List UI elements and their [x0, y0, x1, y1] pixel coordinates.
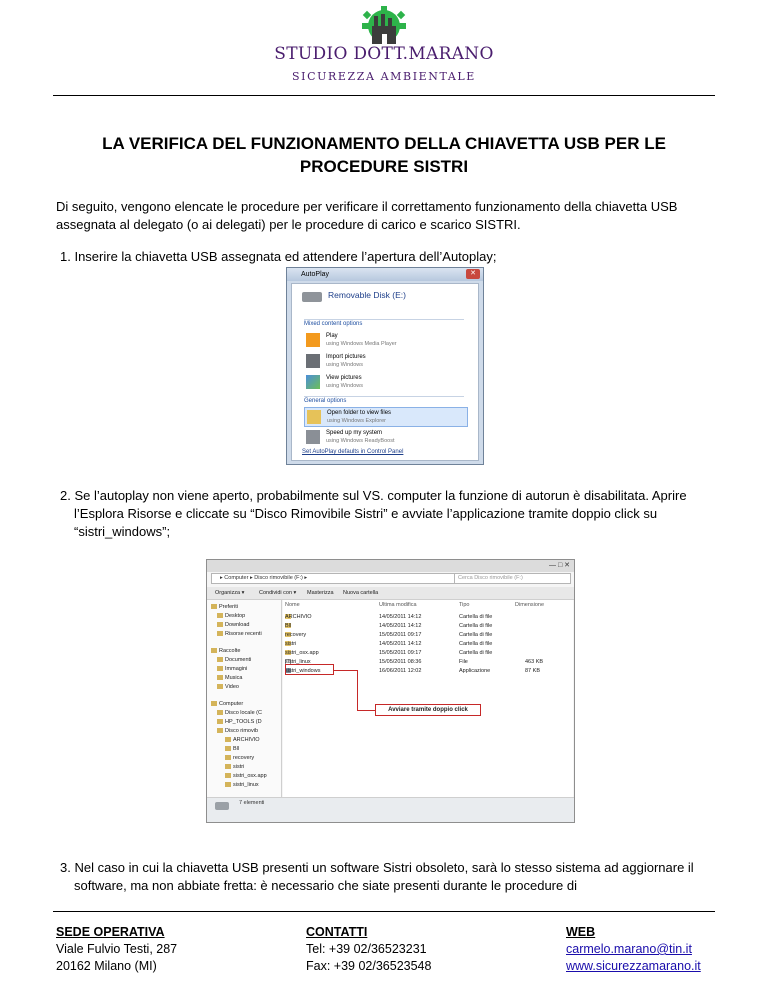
autoplay-window: [286, 267, 484, 465]
option-desc: using Windows: [326, 383, 363, 389]
explorer-toolbar: [207, 587, 574, 600]
table-row[interactable]: Bll 14/05/2011 14:12 Cartella di file: [285, 623, 493, 629]
step-1: 1. Inserire la chiavetta USB assegnata ed attendere l’apertura dell’Autoplay;: [60, 249, 497, 264]
address-path: ▸ Computer ▸ Disco rimovibile (F:) ▸: [220, 575, 308, 581]
nav-item[interactable]: Video: [217, 684, 239, 690]
status-count: 7 elementi: [239, 800, 265, 806]
nav-item[interactable]: recovery: [225, 755, 254, 761]
callout-line: [357, 710, 375, 711]
nav-item[interactable]: Preferiti: [211, 604, 238, 610]
option-desc: using Windows ReadyBoost: [326, 438, 395, 444]
folder-icon: [225, 746, 231, 751]
footer-web-heading: WEB: [566, 925, 596, 939]
header-divider: [53, 95, 715, 96]
autoplay-body: [291, 283, 479, 461]
table-row[interactable]: recovery 15/05/2011 09:17 Cartella di file: [285, 632, 493, 638]
status-bar: [207, 797, 574, 822]
explorer-window: [206, 559, 575, 823]
download-icon: [217, 622, 223, 627]
footer-divider: [53, 911, 715, 912]
column-header-name[interactable]: Nome: [285, 602, 300, 608]
option-desc: using Windows Media Player: [326, 341, 397, 347]
nav-item[interactable]: Raccolte: [211, 648, 240, 654]
folder-icon: [225, 737, 231, 742]
document-title: LA VERIFICA DEL FUNZIONAMENTO DELLA CHIAVETTA USB PER LE PROCEDURE SISTRI: [102, 134, 666, 176]
column-header-type[interactable]: Tipo: [459, 602, 470, 608]
callout-label: Avviare tramite doppio click: [375, 704, 481, 716]
brand-subtitle: SICUREZZA AMBIENTALE: [292, 70, 476, 83]
recent-icon: [217, 631, 223, 636]
desktop-icon: [217, 613, 223, 618]
nav-item[interactable]: Desktop: [217, 613, 245, 619]
option-desc: using Windows Explorer: [327, 418, 386, 424]
drive-icon: [217, 719, 223, 724]
section-divider: [304, 396, 464, 397]
option-label: Open folder to view files: [327, 410, 392, 416]
pictures-icon: [306, 375, 320, 389]
option-label: Import pictures: [326, 354, 366, 360]
toolbar-nuova-cartella[interactable]: Nuova cartella: [343, 590, 379, 596]
search-input[interactable]: Cerca Disco rimovibile (F:): [454, 574, 568, 583]
removable-disk-icon: [302, 292, 322, 302]
explorer-titlebar: [207, 560, 574, 572]
autoplay-defaults-link[interactable]: Set AutoPlay defaults in Control Panel: [302, 449, 404, 455]
music-icon: [217, 675, 223, 680]
callout-line: [333, 670, 357, 671]
option-label: Play: [326, 333, 338, 339]
logo: [0, 6, 768, 49]
intro-paragraph: Di seguito, vengono elencate le procedure per verificare il correttamento funzionamento della chiavetta USB assegnata al delegato (o ai delegati) per le procedure di carico e scarico SISTRI.: [56, 199, 678, 232]
video-icon: [217, 684, 223, 689]
footer-contatti: [306, 924, 431, 975]
autoplay-option-play[interactable]: [304, 331, 468, 351]
close-icon[interactable]: ✕: [466, 269, 480, 279]
footer-contatti-heading: CONTATTI: [306, 925, 368, 939]
autoplay-option-import-pictures[interactable]: [304, 352, 468, 372]
nav-item[interactable]: Musica: [217, 675, 242, 681]
nav-item[interactable]: Computer: [211, 701, 243, 707]
footer-website-link[interactable]: www.sicurezzamarano.it: [566, 959, 701, 973]
folder-icon: [307, 410, 321, 424]
option-label: View pictures: [326, 375, 362, 381]
folder-icon: [225, 755, 231, 760]
removable-drive-icon: [217, 728, 223, 733]
camera-icon: [306, 354, 320, 368]
table-row[interactable]: sistri_osx.app 15/05/2011 09:17 Cartella di file: [285, 650, 493, 656]
footer-web: [566, 924, 701, 975]
footer-fax: Fax: +39 02/36523548: [306, 959, 432, 973]
footer-email-link[interactable]: carmelo.marano@tin.it: [566, 942, 692, 956]
documents-icon: [217, 657, 223, 662]
table-row[interactable]: sistri 14/05/2011 14:12 Cartella di file: [285, 641, 493, 647]
library-icon: [211, 648, 217, 653]
nav-item[interactable]: Disco locale (C: [217, 710, 262, 716]
column-header-date[interactable]: Ultima modifica: [379, 602, 417, 608]
nav-item[interactable]: Disco rimovib: [217, 728, 258, 734]
file-icon: [225, 782, 231, 787]
nav-item[interactable]: sistri: [225, 764, 244, 770]
nav-item[interactable]: Documenti: [217, 657, 251, 663]
drive-label: Removable Disk (E:): [328, 290, 406, 300]
nav-item[interactable]: sistri_linux: [225, 782, 259, 788]
nav-item[interactable]: Risorse recenti: [217, 631, 262, 637]
highlight-box: [285, 664, 334, 675]
drive-icon: [215, 802, 229, 810]
option-label: Speed up my system: [326, 430, 383, 436]
folder-icon: [225, 773, 231, 778]
footer-sede-address: Viale Fulvio Testi, 287: [56, 942, 178, 956]
nav-item[interactable]: Bll: [225, 746, 239, 752]
navigation-pane: [207, 600, 282, 822]
section-mixed-content: Mixed content options: [304, 321, 363, 327]
section-divider: [304, 319, 464, 320]
footer-sede-city: 20162 Milano (MI): [56, 959, 157, 973]
table-row[interactable]: sistri_linux 15/05/2011 08:36 File 463 KB: [285, 659, 544, 665]
factory-gear-icon: [352, 6, 416, 44]
table-row[interactable]: sistri_windows 16/06/2011 12:02 Applicazione 87 KB: [285, 668, 540, 674]
column-header-size[interactable]: Dimensione: [515, 602, 545, 608]
readyboost-icon: [306, 430, 320, 444]
footer-phone: Tel: +39 02/36523231: [306, 942, 427, 956]
autoplay-titlebar: AutoPlay: [287, 268, 483, 281]
option-desc: using Windows: [326, 362, 363, 368]
footer-sede: [56, 924, 177, 975]
address-bar[interactable]: [211, 573, 571, 584]
nav-item[interactable]: Download: [217, 622, 249, 628]
autoplay-option-open-folder[interactable]: [304, 407, 468, 427]
toolbar-masterizza[interactable]: Masterizza: [307, 590, 334, 596]
nav-item[interactable]: Immagini: [217, 666, 247, 672]
section-general: General options: [304, 398, 347, 404]
footer-sede-heading: SEDE OPERATIVA: [56, 925, 165, 939]
step-3: 3. Nel caso in cui la chiavetta USB presenti un software Sistri obsoleto, sarà lo stesso sistema ad aggiornare il software, ma non abbiate fretta: è necessario che siate presenti durante le procedure di: [60, 860, 694, 893]
nav-item[interactable]: sistri_osx.app: [225, 773, 267, 779]
drive-icon: [217, 710, 223, 715]
autoplay-option-readyboost[interactable]: [304, 428, 468, 448]
step-2: 2. Se l’autoplay non viene aperto, probabilmente sul VS. computer la funzione di autorun è disabilitata. Aprire l’Esplora Risorse e cliccate su “Disco Rimovibile Sistri” e avviate l’applicazione tramite doppio click su “sistri_windows”;: [60, 488, 687, 539]
play-icon: [306, 333, 320, 347]
star-icon: [211, 604, 217, 609]
brand-name: STUDIO DOTT.MARANO: [274, 44, 494, 64]
toolbar-condividi[interactable]: Condividi con ▾: [259, 590, 297, 596]
nav-item[interactable]: HP_TOOLS (D: [217, 719, 262, 725]
pictures-icon: [217, 666, 223, 671]
toolbar-organizza[interactable]: Organizza ▾: [215, 590, 245, 596]
table-row[interactable]: ARCHIVIO 14/05/2011 14:12 Cartella di file: [285, 614, 493, 620]
callout-line: [357, 670, 358, 710]
window-controls-icon[interactable]: — □ ✕: [549, 562, 570, 569]
computer-icon: [211, 701, 217, 706]
nav-item[interactable]: ARCHIVIO: [225, 737, 260, 743]
autoplay-option-view-pictures[interactable]: [304, 373, 468, 393]
folder-icon: [225, 764, 231, 769]
